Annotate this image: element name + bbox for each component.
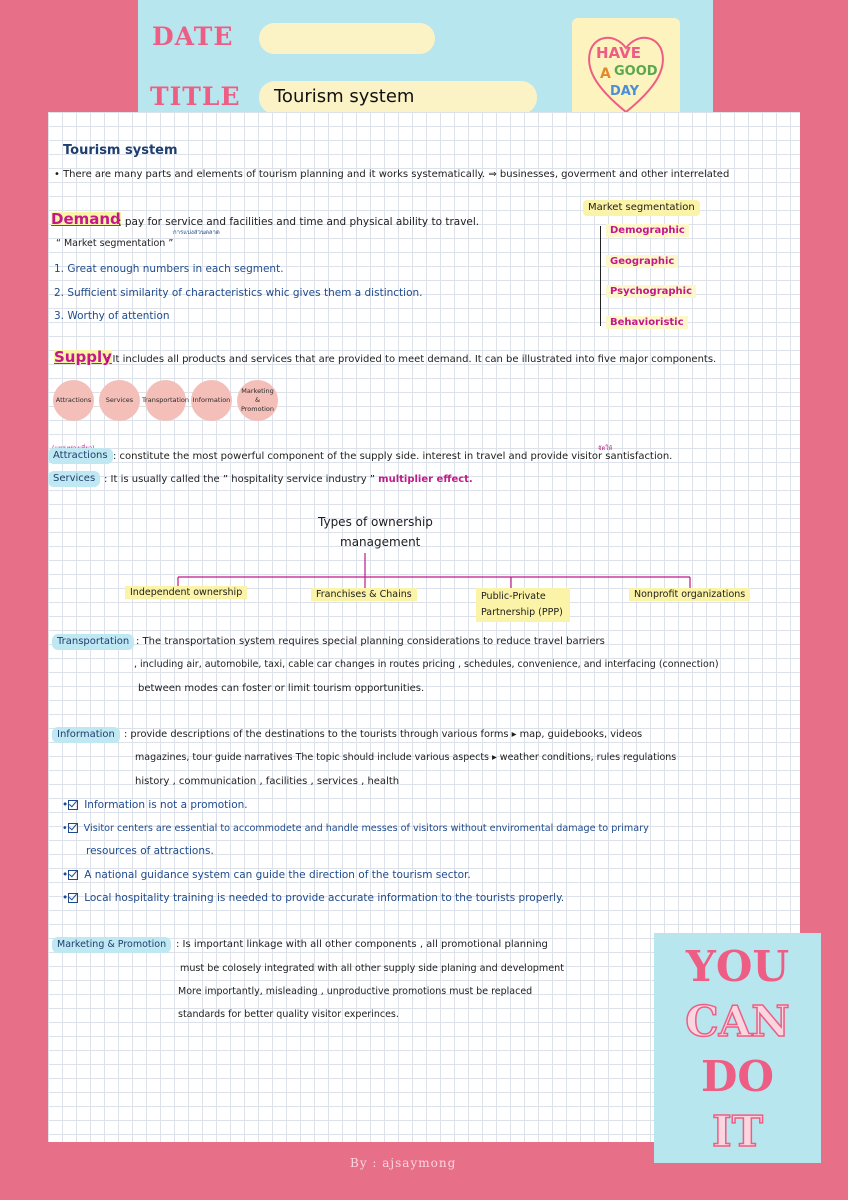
title-label: TITLE [150, 82, 241, 111]
date-label: DATE [152, 22, 234, 51]
sticker-do: DO [700, 1052, 774, 1101]
checkbox-icon [68, 823, 78, 833]
transportation-line-2: , including air, automobile, taxi, cable car changes in routes pricing , schedules, convenience, and interfacing (connection) [134, 659, 719, 670]
supply-text: : It includes all products and services that are provided to meet demand. It can be illustrated into five major components. [106, 354, 717, 365]
sticker-word-4: DAY [610, 84, 640, 99]
ownership-ppp: Public-Private Partnership (PPP) [476, 588, 570, 622]
have-a-good-day-sticker [572, 18, 680, 126]
sticker-it: IT [712, 1107, 763, 1156]
information-line-3: history , communication , facilities , services , health [135, 776, 400, 787]
information-line-2: magazines, tour guide narratives The topic should include various aspects ▸ weather conditions, rules regulations [135, 752, 677, 763]
info-check-2-cont: resources of attractions. [86, 845, 214, 857]
multiplier-effect: multiplier effect. [378, 474, 473, 485]
marketing-line-3: More importantly, misleading , unproductive promotions must be replaced [178, 986, 533, 997]
ownership-franchises: Franchises & Chains [311, 588, 417, 601]
checkbox-icon [68, 893, 78, 903]
segment-psychographic: Psychographic [606, 285, 696, 298]
info-check-2: • Visitor centers are essential to accommodete and handle messes of visitors without enviromental damage to primary [62, 823, 649, 834]
transportation-label: Transportation [52, 634, 134, 650]
services-text: : It is usually called the ” hospitality service industry ” multiplier effect. [104, 474, 473, 485]
demand-ms-label: “ Market segmentation ” [56, 238, 174, 249]
transportation-line-1: : The transportation system requires special planning considerations to reduce travel barriers [136, 636, 605, 647]
demand-label: Demand [51, 210, 121, 228]
demand-text: : pay for service and facilities and time and physical ability to travel. [118, 216, 480, 228]
demand-item-3: 3. Worthy of attention [54, 310, 170, 322]
segment-behavioristic: Behavioristic [606, 316, 688, 329]
author-credit: By : ajsaymong [350, 1156, 457, 1170]
marketing-label: Marketing & Promotion [52, 937, 171, 953]
supply-label: Supply [54, 348, 112, 366]
info-check-4: • Local hospitality training is needed to provide accurate information to the tourists properly. [62, 892, 565, 904]
info-check-1: • Information is not a promotion. [62, 799, 248, 811]
info-check-3: • A national guidance system can guide the direction of the tourism sector. [62, 869, 471, 881]
sticker-can: CAN [685, 997, 790, 1046]
section-heading: Tourism system [63, 143, 178, 158]
sticker-word-2: A [600, 66, 611, 82]
attractions-text: : constitute the most powerful component of the supply side. interest in travel and provide visitor santisfaction. [113, 451, 673, 462]
checkbox-icon [68, 800, 78, 810]
segment-geographic: Geographic [606, 255, 678, 268]
information-line-1: : provide descriptions of the destinations to the tourists through various forms ▸ map, guidebooks, videos [124, 729, 643, 740]
provide-note: จัดให้ [598, 445, 613, 452]
information-label: Information [52, 727, 120, 743]
marketing-line-1: : Is important linkage with all other components , all promotional planning [176, 939, 548, 950]
component-services: Services [99, 380, 140, 421]
demand-item-2: 2. Sufficient similarity of characteristics whic gives them a distinction. [54, 287, 423, 299]
you-can-do-it-sticker [654, 933, 821, 1163]
ownership-title-1: Types of ownership [318, 515, 433, 529]
services-label: Services [48, 471, 100, 487]
checkbox-icon [68, 870, 78, 880]
segment-demographic: Demographic [606, 224, 689, 237]
transportation-line-3: between modes can foster or limit tourism opportunities. [138, 683, 425, 694]
sticker-word-1: HAVE [596, 44, 641, 62]
component-information: Information [191, 380, 232, 421]
demand-ms-note: การแบ่งส่วนตลาด [173, 229, 220, 236]
market-segmentation-title: Market segmentation [583, 200, 700, 216]
ownership-nonprofit: Nonprofit organizations [629, 588, 750, 601]
marketing-line-2: must be colosely integrated with all other supply side planing and development [180, 963, 564, 974]
intro-bullet: • There are many parts and elements of tourism planning and it works systematically. ⇒ businesses, goverment and other interrelated [54, 169, 730, 180]
title-value: Tourism system [274, 86, 415, 107]
date-field [259, 23, 435, 54]
marketing-line-4: standards for better quality visitor experinces. [178, 1009, 399, 1020]
component-attractions: Attractions [53, 380, 94, 421]
ownership-tree-lines [48, 112, 800, 612]
sticker-you: YOU [685, 942, 790, 991]
component-marketing: Marketing & Promotion [237, 380, 278, 421]
component-transportation: Transportation [145, 380, 186, 421]
attractions-label: Attractions [48, 448, 113, 464]
ownership-title-2: management [340, 535, 421, 549]
sticker-word-3: GOOD [614, 64, 658, 79]
ownership-independent: Independent ownership [125, 586, 247, 599]
demand-item-1: 1. Great enough numbers in each segment. [54, 263, 284, 275]
